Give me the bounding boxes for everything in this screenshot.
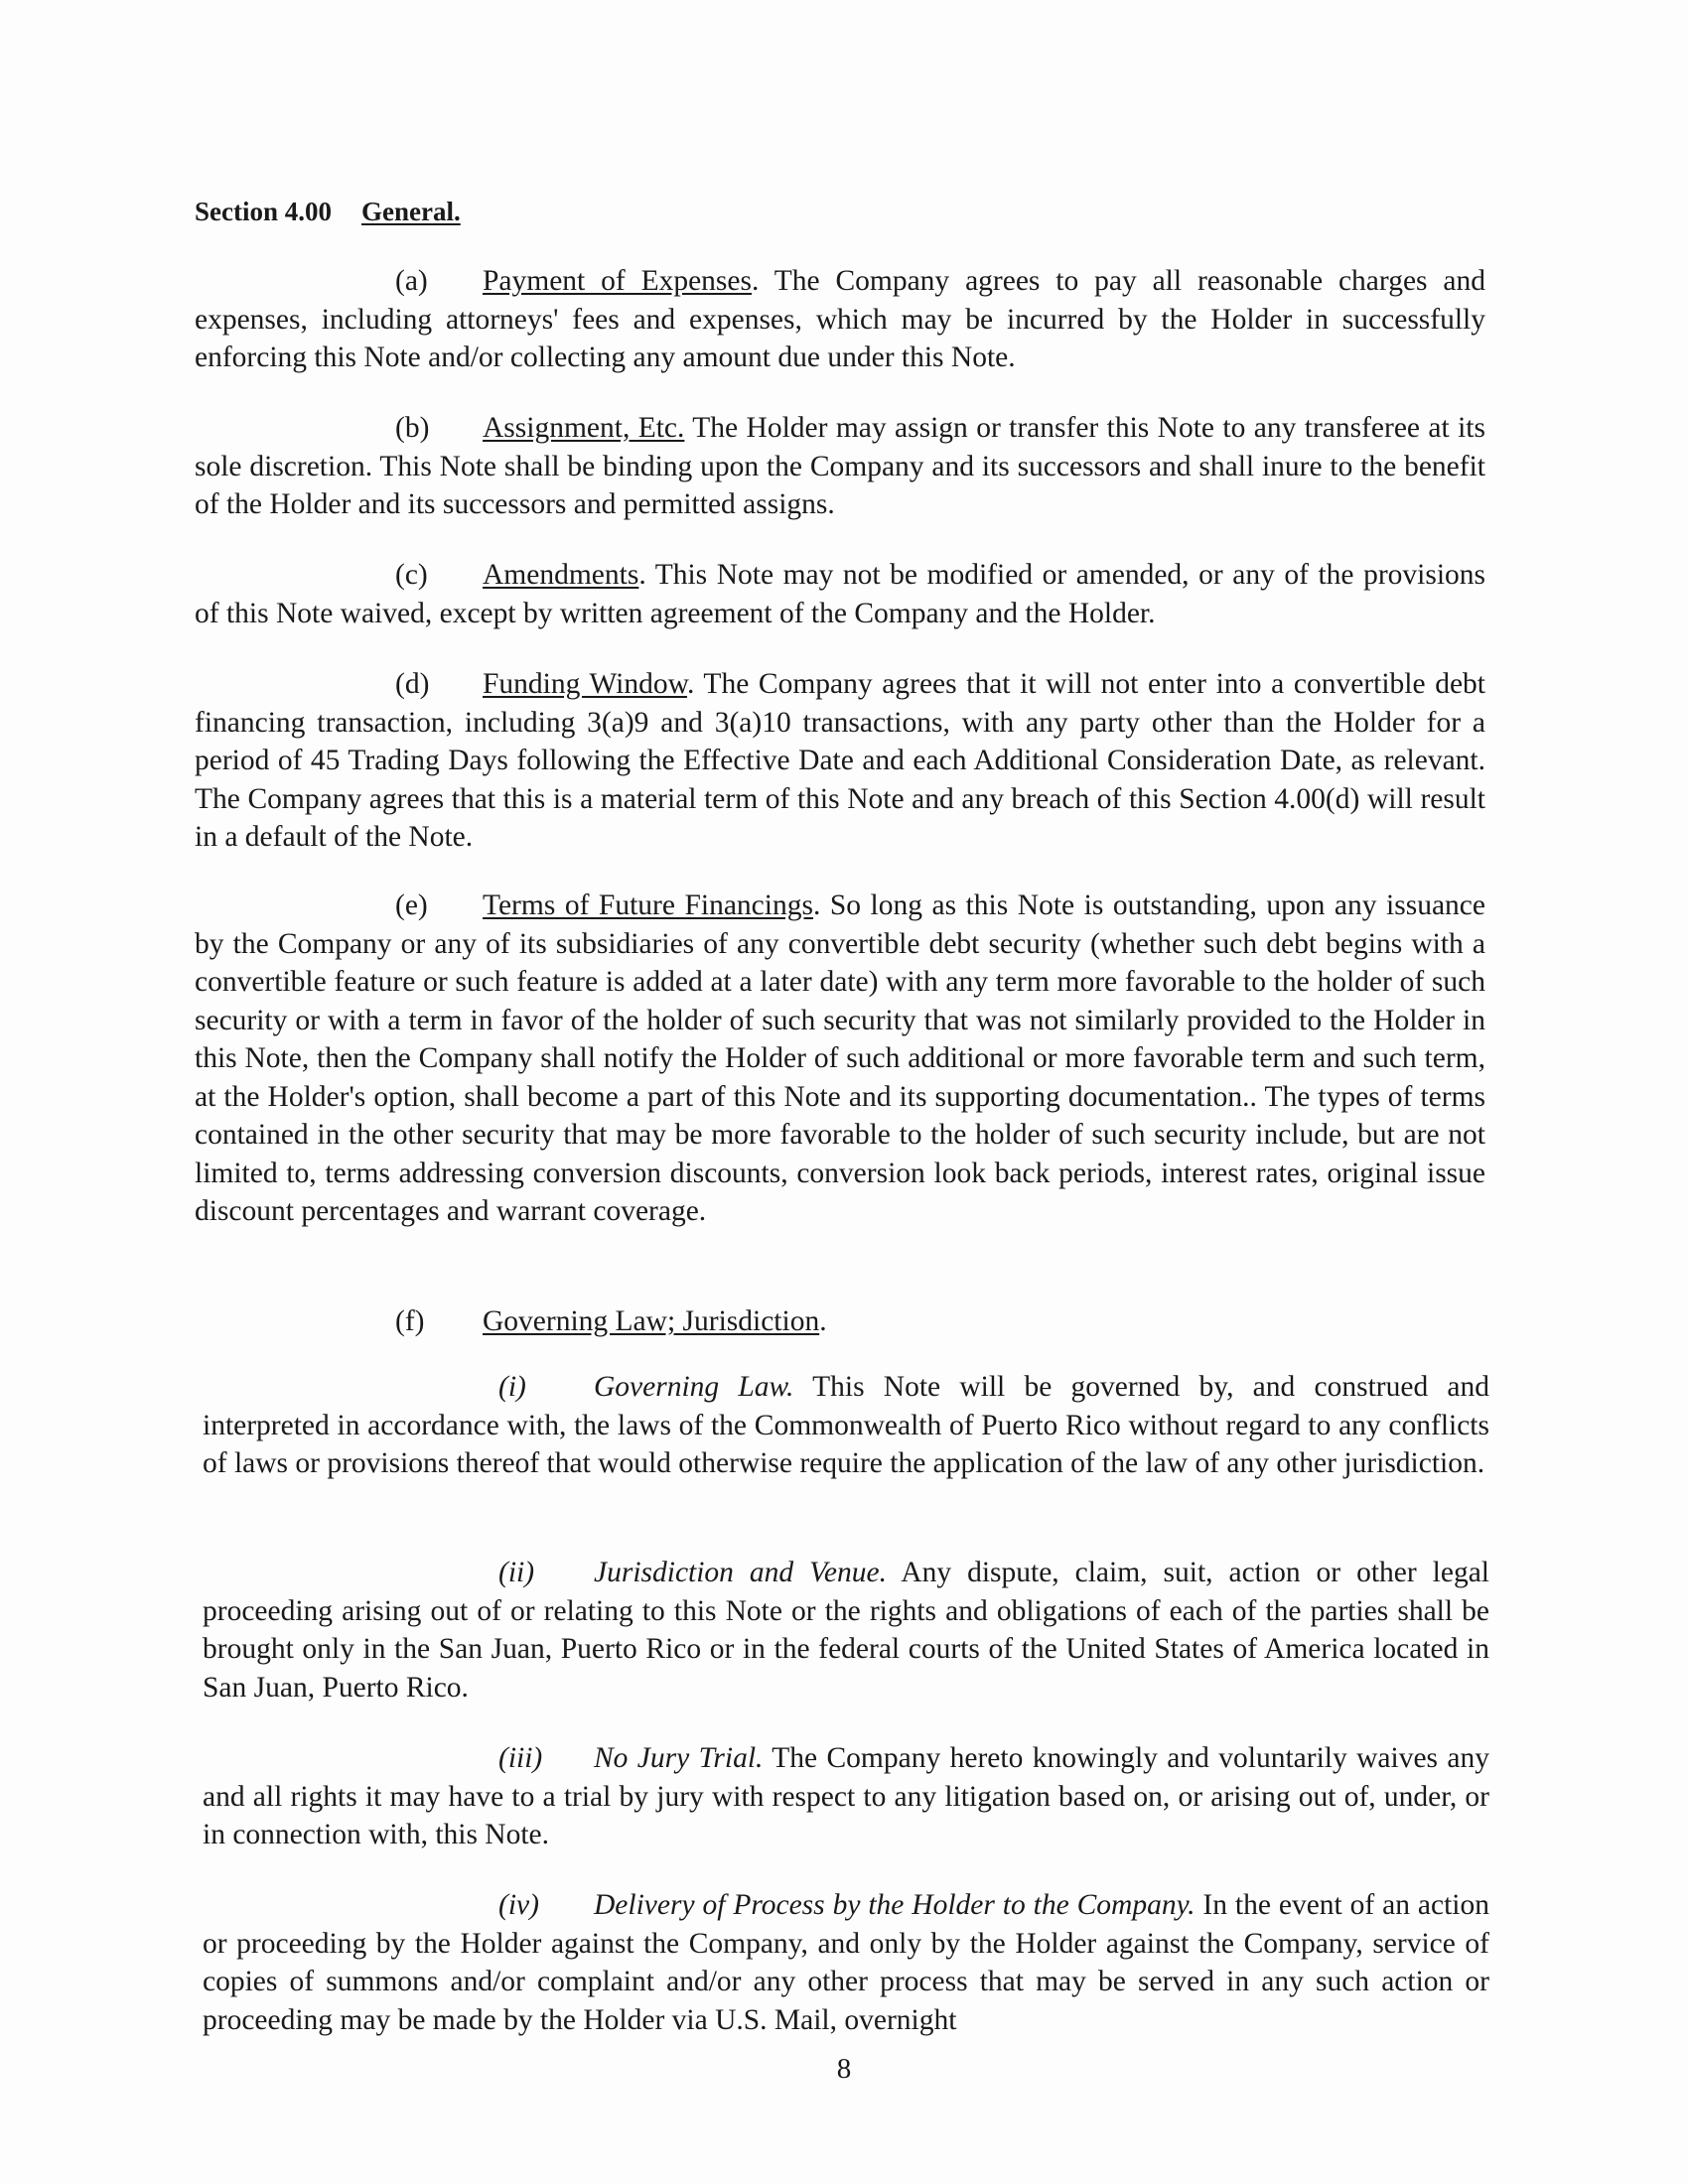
- paragraph-marker: (c): [395, 559, 428, 591]
- paragraph-caption: Funding Window: [483, 668, 687, 700]
- paragraph-caption: Governing Law; Jurisdiction: [483, 1305, 820, 1337]
- page-number: 8: [836, 2053, 852, 2085]
- paragraph-body: The Company agrees that it will not enter into a convertible debt financing transaction, including 3(a)9 and 3(a)10 transactions, with any party other than the Holder for a period of 45 Trading Days following the Effective Date and each Additional Consideration Date, as relevant. The Company agrees that this is a material term of this Note and any breach of this Section 4.00(d) will result in a default of the Note.: [195, 668, 1485, 853]
- subparagraph-body: This Note will be governed by, and construed and interpreted in accordance with, the laws of the Commonwealth of Puerto Rico without regard to any conflicts of laws or provisions thereof that would otherwise require the application of the law of any other jurisdiction.: [203, 1371, 1490, 1479]
- section-number: Section 4.00: [195, 197, 332, 226]
- subparagraph-iv: [203, 1886, 1489, 2039]
- section-heading: [195, 197, 461, 227]
- paragraph-caption: Terms of Future Financings: [483, 889, 813, 921]
- subparagraph-ii: [203, 1554, 1489, 1706]
- paragraph-d: (d) Funding Window. The Company agrees that it will not enter into a convertible debt financing transaction, including 3(a)9 and 3(a)10 transactions, with any party other than the Holder for a period of 45 Trading Days following the Effective Date and each Additional Consideration Date, as relevant. The Company agrees that this is a material term of this Note and any breach of this Section 4.00(d) will result in a default of the Note.: [195, 665, 1485, 857]
- paragraph-e: (e) Terms of Future Financings. So long as this Note is outstanding, upon any issuance by the Company or any of its subsidiaries of any convertible debt security (whether such debt begins with a convertible feature or such feature is added at a later date) with any term more favorable to the holder of such security or with a term in favor of the holder of such security that was not similarly provided to the Holder in this Note, then the Company shall notify the Holder of such additional or more favorable term and such term, at the Holder's option, shall become a part of this Note and its supporting documentation.. The types of terms contained in the other security that may be more favorable to the holder of such security include, but are not limited to, terms addressing conversion discounts, conversion look back periods, interest rates, original issue discount percentages and warrant coverage.: [195, 887, 1485, 1231]
- paragraph-marker: (a): [395, 265, 428, 297]
- paragraph-caption: Assignment, Etc.: [483, 412, 685, 444]
- section-title: General.: [361, 197, 461, 226]
- subparagraph-marker: (iv): [498, 1889, 539, 1921]
- paragraph-body: So long as this Note is outstanding, upon any issuance by the Company or any of its subsidiaries of any convertible debt security (whether such debt begins with a convertible feature or such feature is added at a later date) with any term more favorable to the holder of such security or with a term in favor of the holder of such security that was not similarly provided to the Holder in this Note, then the Company shall notify the Holder of such additional or more favorable term and such term, at the Holder's option, shall become a part of this Note and its supporting documentation.. The types of terms contained in the other security that may be more favorable to the holder of such security include, but are not limited to, terms addressing conversion discounts, conversion look back periods, interest rates, original issue discount percentages and warrant coverage.: [195, 889, 1485, 1227]
- paragraph-body: The Holder may assign or transfer this Note to any transferee at its sole discretion. This Note shall be binding upon the Company and its successors and shall inure to the benefit of the Holder and its successors and permitted assigns.: [195, 412, 1485, 520]
- subparagraph-body: The Company hereto knowingly and voluntarily waives any and all rights it may have to a trial by jury with respect to any litigation based on, or arising out of, under, or in connection with, this Note.: [203, 1742, 1489, 1850]
- subparagraph-caption: Governing Law.: [594, 1371, 794, 1403]
- paragraph-marker: (e): [395, 889, 428, 921]
- paragraph-b: [195, 409, 1485, 524]
- paragraph-caption: Payment of Expenses: [483, 265, 752, 297]
- subparagraph-iii: [203, 1739, 1489, 1854]
- paragraph-marker: (b): [395, 412, 430, 444]
- subparagraph-body: Any dispute, claim, suit, action or other legal proceeding arising out of or relating to this Note or the rights and obligations of each of the parties shall be brought only in the San Juan, Puerto Rico or in the federal courts of the United States of America located in San Juan, Puerto Rico.: [203, 1557, 1490, 1704]
- paragraph-marker: (f): [395, 1305, 425, 1337]
- paragraph-caption: Amendments: [483, 559, 639, 591]
- paragraph-a: (a) Payment of Expenses. The Company agrees to pay all reasonable charges and expenses, including attorneys' fees and expenses, which may be incurred by the Holder in successfully enforcing this Note and/or collecting any amount due under this Note.: [195, 262, 1485, 377]
- paragraph-body: The Company agrees to pay all reasonable charges and expenses, including attorneys' fees and expenses, which may be incurred by the Holder in successfully enforcing this Note and/or collecting any amount due under this Note.: [195, 265, 1485, 373]
- paragraph-f: (f) Governing Law; Jurisdiction.: [195, 1302, 1485, 1341]
- subparagraph-marker: (i): [498, 1371, 526, 1403]
- paragraph-c: (c) Amendments. This Note may not be modified or amended, or any of the provisions of this Note waived, except by written agreement of the Company and the Holder.: [195, 556, 1485, 632]
- subparagraph-caption: No Jury Trial.: [594, 1742, 764, 1774]
- subparagraph-i: [203, 1368, 1489, 1483]
- subparagraph-caption: Jurisdiction and Venue.: [594, 1557, 887, 1588]
- subparagraph-caption: Delivery of Process by the Holder to the Company.: [594, 1889, 1196, 1921]
- subparagraph-marker: (iii): [498, 1742, 543, 1774]
- subparagraph-body: In the event of an action or proceeding by the Holder against the Company, and only by the Holder against the Company, service of copies of summons and/or complaint and/or any other process that may be served in any such action or proceeding may be made by the Holder via U.S. Mail, overnight: [203, 1889, 1490, 2036]
- paragraph-body: This Note may not be modified or amended, or any of the provisions of this Note waived, except by written agreement of the Company and the Holder.: [195, 559, 1485, 629]
- subparagraph-marker: (ii): [498, 1557, 535, 1588]
- paragraph-marker: (d): [395, 668, 430, 700]
